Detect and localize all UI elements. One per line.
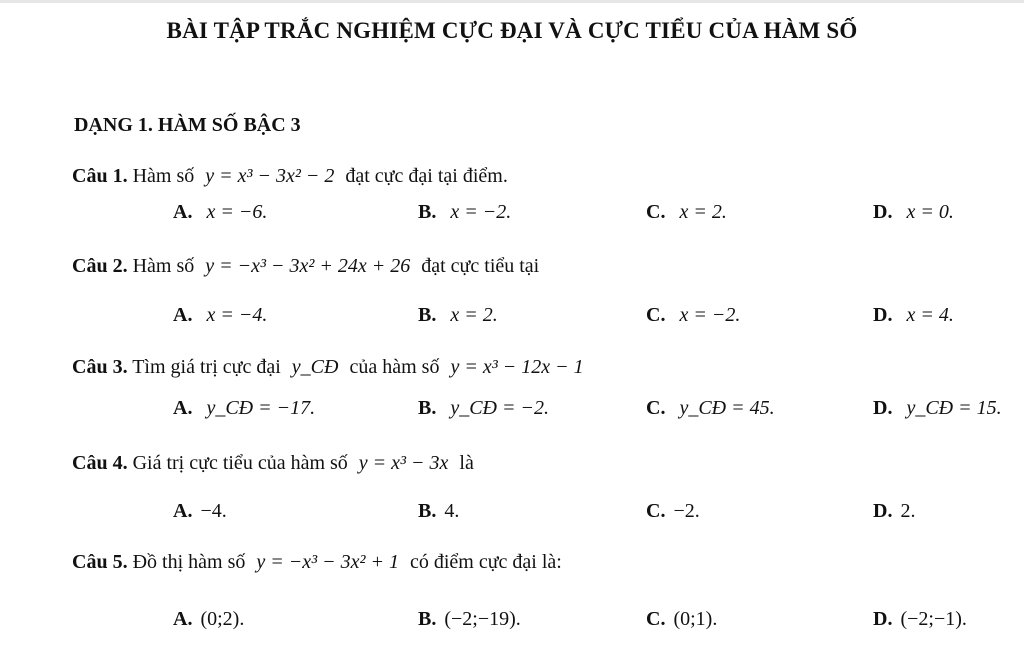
option-a[interactable] xyxy=(173,201,273,224)
option-b[interactable] xyxy=(418,500,459,523)
option-b[interactable] xyxy=(418,397,555,420)
question-text: Tìm giá trị cực đại xyxy=(132,356,281,378)
option-text: x = −2. xyxy=(679,304,741,326)
option-text: −2. xyxy=(673,500,700,522)
option-text: x = 0. xyxy=(906,201,954,223)
option-letter: C. xyxy=(646,201,666,223)
option-letter: B. xyxy=(418,397,437,419)
question-text: Đồ thị hàm số xyxy=(132,551,246,573)
document-title: BÀI TẬP TRẮC NGHIỆM CỰC ĐẠI VÀ CỰC TIỂU CỦA HÀM SỐ xyxy=(166,18,858,43)
question-text-end: có điểm cực đại là: xyxy=(409,551,562,573)
option-text: (0;1). xyxy=(673,608,718,630)
question-text: Hàm số xyxy=(132,255,195,277)
option-letter: C. xyxy=(646,500,666,522)
option-letter: C. xyxy=(646,608,666,630)
question-text-end: đạt cực đại tại điểm. xyxy=(345,165,508,187)
option-d[interactable] xyxy=(873,397,1008,420)
option-text: 4. xyxy=(444,500,460,522)
option-a[interactable] xyxy=(173,500,227,523)
option-letter: A. xyxy=(173,397,193,419)
question-label: Câu 4. xyxy=(72,452,128,474)
variable-expression: y_CĐ xyxy=(291,356,339,378)
question-label: Câu 1. xyxy=(72,165,128,187)
option-letter: D. xyxy=(873,397,893,419)
option-b[interactable] xyxy=(418,201,517,224)
option-letter: B. xyxy=(418,500,437,522)
option-text: x = −6. xyxy=(206,201,268,223)
option-text: x = 2. xyxy=(450,304,498,326)
option-d[interactable] xyxy=(873,608,967,631)
option-letter: A. xyxy=(173,201,193,223)
question-label: Câu 5. xyxy=(72,551,128,573)
option-d[interactable] xyxy=(873,304,960,327)
option-b[interactable] xyxy=(418,304,504,327)
question-label: Câu 2. xyxy=(72,255,128,277)
option-c[interactable] xyxy=(646,500,700,523)
option-text: x = 4. xyxy=(906,304,954,326)
option-c[interactable] xyxy=(646,397,781,420)
question-1 xyxy=(72,165,508,188)
option-text: y_CĐ = −17. xyxy=(206,397,316,419)
option-letter: C. xyxy=(646,397,666,419)
option-letter: A. xyxy=(173,608,193,630)
option-a[interactable] xyxy=(173,304,273,327)
option-letter: D. xyxy=(873,608,893,630)
function-expression: y = −x³ − 3x² + 24x + 26 xyxy=(205,255,411,277)
question-text: Giá trị cực tiểu của hàm số xyxy=(132,452,348,474)
option-text: x = 2. xyxy=(679,201,727,223)
function-expression: y = x³ − 12x − 1 xyxy=(450,356,584,378)
option-letter: C. xyxy=(646,304,666,326)
function-expression: y = −x³ − 3x² + 1 xyxy=(256,551,399,573)
question-2 xyxy=(72,255,539,278)
option-c[interactable] xyxy=(646,201,733,224)
question-3 xyxy=(72,356,590,379)
option-d[interactable] xyxy=(873,201,960,224)
option-a[interactable] xyxy=(173,608,244,631)
option-text: y_CĐ = 45. xyxy=(679,397,775,419)
option-letter: D. xyxy=(873,500,893,522)
option-letter: A. xyxy=(173,304,193,326)
question-5 xyxy=(72,551,562,574)
page-top-edge xyxy=(0,0,1024,3)
option-letter: B. xyxy=(418,304,437,326)
question-text-end: là xyxy=(459,452,474,474)
question-text-mid: của hàm số xyxy=(349,356,440,378)
option-text: x = −2. xyxy=(450,201,512,223)
option-letter: B. xyxy=(418,608,437,630)
option-text: (−2;−19). xyxy=(444,608,521,630)
option-text: 2. xyxy=(900,500,916,522)
function-expression: y = x³ − 3x² − 2 xyxy=(205,165,335,187)
option-letter: A. xyxy=(173,500,193,522)
option-text: (−2;−1). xyxy=(900,608,967,630)
section-heading: DẠNG 1. HÀM SỐ BẬC 3 xyxy=(74,114,301,136)
option-text: (0;2). xyxy=(200,608,245,630)
option-c[interactable] xyxy=(646,608,717,631)
option-text: y_CĐ = −2. xyxy=(450,397,549,419)
option-text: −4. xyxy=(200,500,227,522)
option-letter: B. xyxy=(418,201,437,223)
question-text-end: đạt cực tiểu tại xyxy=(421,255,540,277)
option-d[interactable] xyxy=(873,500,915,523)
option-b[interactable] xyxy=(418,608,521,631)
option-letter: D. xyxy=(873,304,893,326)
question-text: Hàm số xyxy=(132,165,195,187)
question-label: Câu 3. xyxy=(72,356,128,378)
option-letter: D. xyxy=(873,201,893,223)
option-a[interactable] xyxy=(173,397,321,420)
option-text: x = −4. xyxy=(206,304,268,326)
function-expression: y = x³ − 3x xyxy=(358,452,449,474)
option-c[interactable] xyxy=(646,304,746,327)
question-4 xyxy=(72,452,474,475)
option-text: y_CĐ = 15. xyxy=(906,397,1002,419)
